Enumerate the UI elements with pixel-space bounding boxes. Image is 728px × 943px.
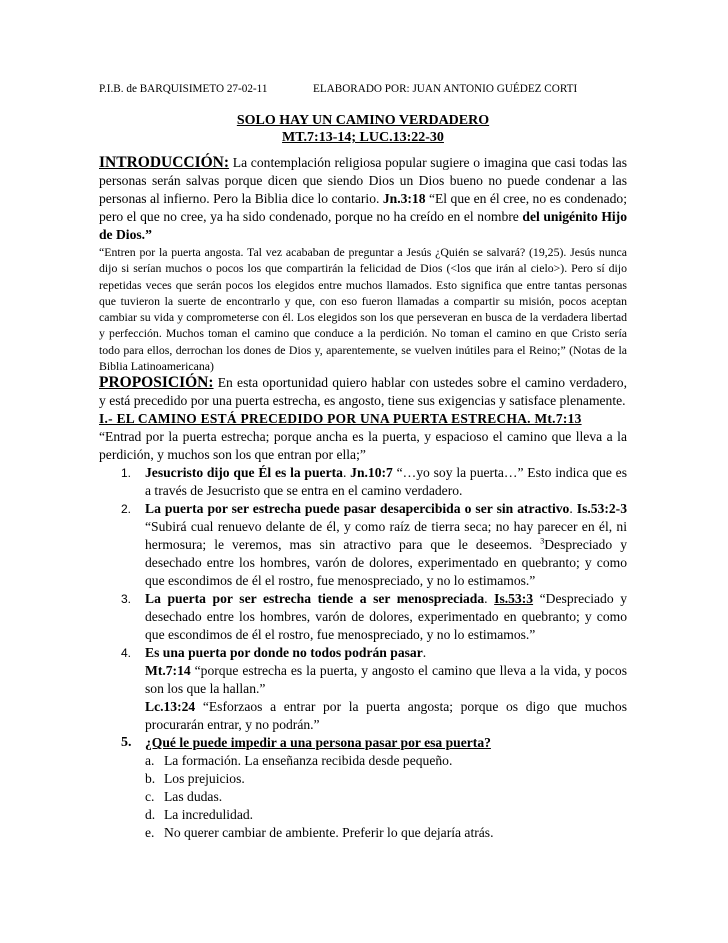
list-item [121, 590, 628, 644]
document-body [99, 154, 627, 842]
item-number: 5. [121, 735, 132, 751]
item-ref-2: Lc.13:24 [145, 699, 196, 715]
sub-list [145, 752, 627, 842]
introduction-paragraph [99, 154, 627, 244]
sub-item-text: Los prejuicios. [164, 771, 245, 787]
proposition-text: En esta oportunidad quiero hablar con ustedes sobre el camino verdadero, y está precedido por una puerta estrecha, es angosto, tiene sus exigencias y satisface plenamente. [99, 375, 627, 409]
item-punct: . [569, 501, 577, 517]
sub-item-letter: d. [145, 807, 156, 823]
list-item [121, 500, 628, 590]
sub-list-item [145, 824, 627, 842]
item-punct: . [422, 645, 427, 661]
sub-item-text: La formación. La enseñanza recibida desde pequeño. [164, 753, 453, 769]
list-item [121, 644, 627, 734]
title-line-2: MT.7:13-14; LUC.13:22-30 [282, 130, 444, 145]
header-author: ELABORADO POR: JUAN ANTONIO GUÉDEZ CORTI [313, 83, 578, 95]
item-number: 2. [121, 502, 132, 517]
sub-list-item [145, 770, 627, 788]
sub-item-letter: c. [145, 789, 155, 805]
list-item [121, 734, 627, 842]
item-text-2: Despreciado y desechado entre los hombres, varón de dolores, experimentado en quebranto; y como que escondimos de él el rostro, fue menospreciado, y no lo estimamos.” [145, 537, 627, 589]
verse-number: 3 [540, 536, 545, 546]
item-text-2: “Esforzaos a entrar por la puerta angosta; porque os digo que muchos procurarán entrar, y no podrán.” [145, 699, 627, 733]
item-ref: Jn.10:7 [350, 465, 393, 481]
introduction-label: INTRODUCCIÓN: [99, 154, 230, 171]
proposition-label: PROPOSICIÓN: [99, 374, 214, 392]
proposition-paragraph [99, 374, 627, 410]
introduction-ref: Jn.3:18 [382, 191, 426, 206]
sub-item-letter: a. [145, 753, 155, 769]
item-number: 1. [121, 466, 132, 481]
item-heading: ¿Qué le puede impedir a una persona pasar por esa puerta? [145, 735, 491, 751]
item-number: 3. [121, 592, 132, 607]
item-punct: . [484, 591, 495, 607]
sub-list-item [145, 788, 627, 806]
sub-item-letter: e. [145, 825, 155, 841]
item-heading: La puerta por ser estrecha puede pasar desapercibida o ser sin atractivo [145, 501, 570, 517]
introduction-quote-bold: del unigénito Hijo de Dios.” [99, 209, 627, 242]
item-punct: . [342, 465, 351, 481]
item-ref: Is.53:2-3 [576, 501, 628, 517]
title-line-1: SOLO HAY UN CAMINO VERDADERO [236, 113, 490, 128]
sub-list-item [145, 752, 627, 770]
section-heading-text: I.- EL CAMINO ESTÁ PRECEDIDO POR UNA PUERTA ESTRECHA. Mt.7:13 [99, 411, 582, 427]
section-quote: “Entrad por la puerta estrecha; porque ancha es la puerta, y espacioso el camino que lleva a la perdición, y muchos son los que entran por ella;” [99, 429, 627, 463]
item-text: “Despreciado y desechado entre los hombres, varón de dolores, experimentado en quebranto; y como que escondimos de él el rostro, fue menospreciado, y no lo estimamos.” [145, 591, 628, 643]
item-heading: Es una puerta por donde no todos podrán pasar [145, 645, 423, 661]
item-text: “Subirá cual renuevo delante de él, y como raíz de tierra seca; no hay parecer en él, ni hermosura; le veremos, mas sin atractivo para que le deseemos. [145, 519, 627, 553]
bible-note-paragraph: “Entren por la puerta angosta. Tal vez acababan de preguntar a Jesús ¿Quién se salvará? (19,25). Jesús nunca dijo si serían muchos o pocos los que compartirán la felicidad de Dios (<los que irán al cielo>). Pero sí dijo repetidas veces que serán pocos los elegidos entre muchos llamados. Esto significa que entre tantas personas que tuvieron la suerte de encontrarlo y que, con eso fueron llamadas a compartir su misión, pocos aceptan cambiar su vida y comprometerse con él. Los elegidos son los que perseveran en busca de la verdadera libertad y perfección. Muchos toman el camino que conduce a la perdición. No toman el camino en que Cristo sería todo para ellos, derrochan los dones de Dios y, aparentemente, se vuelven inútiles para el Reino;” (Notas de la Biblia Latinoamericana) [99, 245, 627, 374]
header-church-date: P.I.B. de BARQUISIMETO 27-02-11 [99, 83, 268, 95]
sermon-title [99, 112, 627, 146]
section-heading [99, 410, 627, 428]
item-heading: La puerta por ser estrecha tiende a ser menospreciada [145, 591, 485, 607]
sub-item-letter: b. [145, 771, 156, 787]
sub-list-item [145, 806, 627, 824]
item-number: 4. [121, 646, 132, 661]
list-item [121, 464, 628, 500]
points-list [99, 464, 627, 842]
introduction-text: La contemplación religiosa popular sugiere o imagina que casi todas las personas serán salvas porque dicen que siendo Dios un Dios bueno no puede condenar a las personas al infierno. Pero la Biblia dice lo contario. [99, 155, 627, 206]
introduction-quote: “El que en él cree, no es condenado; pero el que no cree, ya ha sido condenado, porque no ha creído en el nombre [99, 191, 628, 224]
item-ref: Is.53:3 [494, 591, 534, 607]
item-ref: Mt.7:14 [145, 663, 191, 679]
sub-item-text: No querer cambiar de ambiente. Preferir lo que dejaría atrás. [164, 825, 494, 841]
sub-item-text: Las dudas. [164, 789, 223, 805]
sub-item-text: La incredulidad. [164, 807, 254, 823]
item-text: “porque estrecha es la puerta, y angosto el camino que lleva a la vida, y pocos son los que la hallan.” [145, 663, 627, 697]
item-text: “…yo soy la puerta…” Esto indica que es a través de Jesucristo que se entra en el camino verdadero. [145, 465, 628, 499]
item-heading: Jesucristo dijo que Él es la puerta [145, 465, 343, 481]
